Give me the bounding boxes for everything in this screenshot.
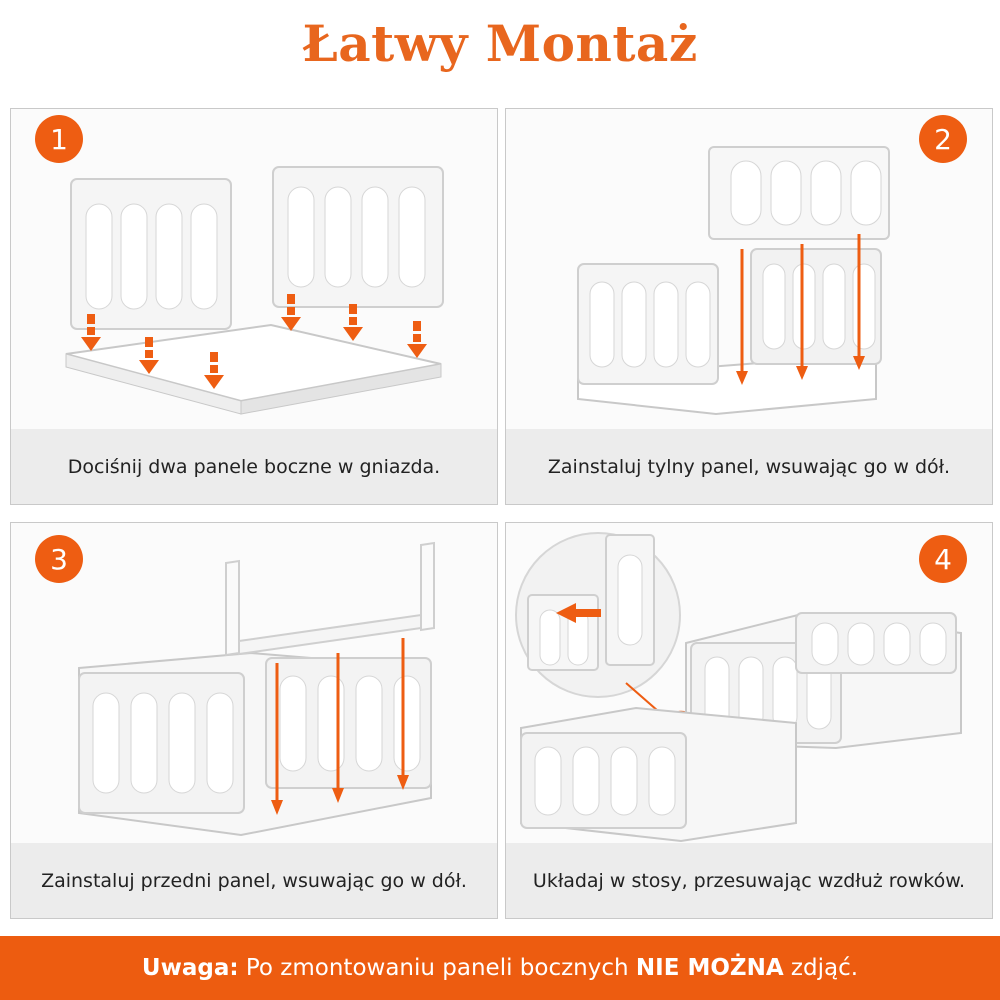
step-2-badge: 2 [919, 115, 967, 163]
step-2-drawing [506, 109, 993, 431]
notice-emphasis: NIE MOŻNA [635, 955, 784, 981]
notice-text-before: Po zmontowaniu paneli bocznych [238, 955, 636, 981]
step-3-badge: 3 [35, 535, 83, 583]
step-2-panel [505, 108, 993, 505]
notice-text-after: zdjąć. [783, 955, 859, 981]
step-4-illustration [506, 523, 992, 845]
step-1-panel [10, 108, 498, 505]
step-4-drawing [506, 523, 993, 845]
step-2-illustration [506, 109, 992, 431]
step-3-caption: Zainstaluj przedni panel, wsuwając go w dół. [11, 843, 497, 918]
step-3-illustration [11, 523, 497, 845]
step-4-badge: 4 [919, 535, 967, 583]
step-1-drawing [11, 109, 498, 431]
page-title: Łatwy Montaż [302, 14, 698, 73]
notice-label: Uwaga: [141, 955, 239, 981]
step-4-caption: Układaj w stosy, przesuwając wzdłuż rowków. [506, 843, 992, 918]
step-3-drawing [11, 523, 498, 845]
step-3-panel [10, 522, 498, 919]
step-1-illustration [11, 109, 497, 431]
step-1-badge: 1 [35, 115, 83, 163]
notice-bar [0, 936, 1000, 1000]
step-1-caption: Dociśnij dwa panele boczne w gniazda. [11, 429, 497, 504]
step-4-panel [505, 522, 993, 919]
step-2-caption: Zainstaluj tylny panel, wsuwając go w dół. [506, 429, 992, 504]
